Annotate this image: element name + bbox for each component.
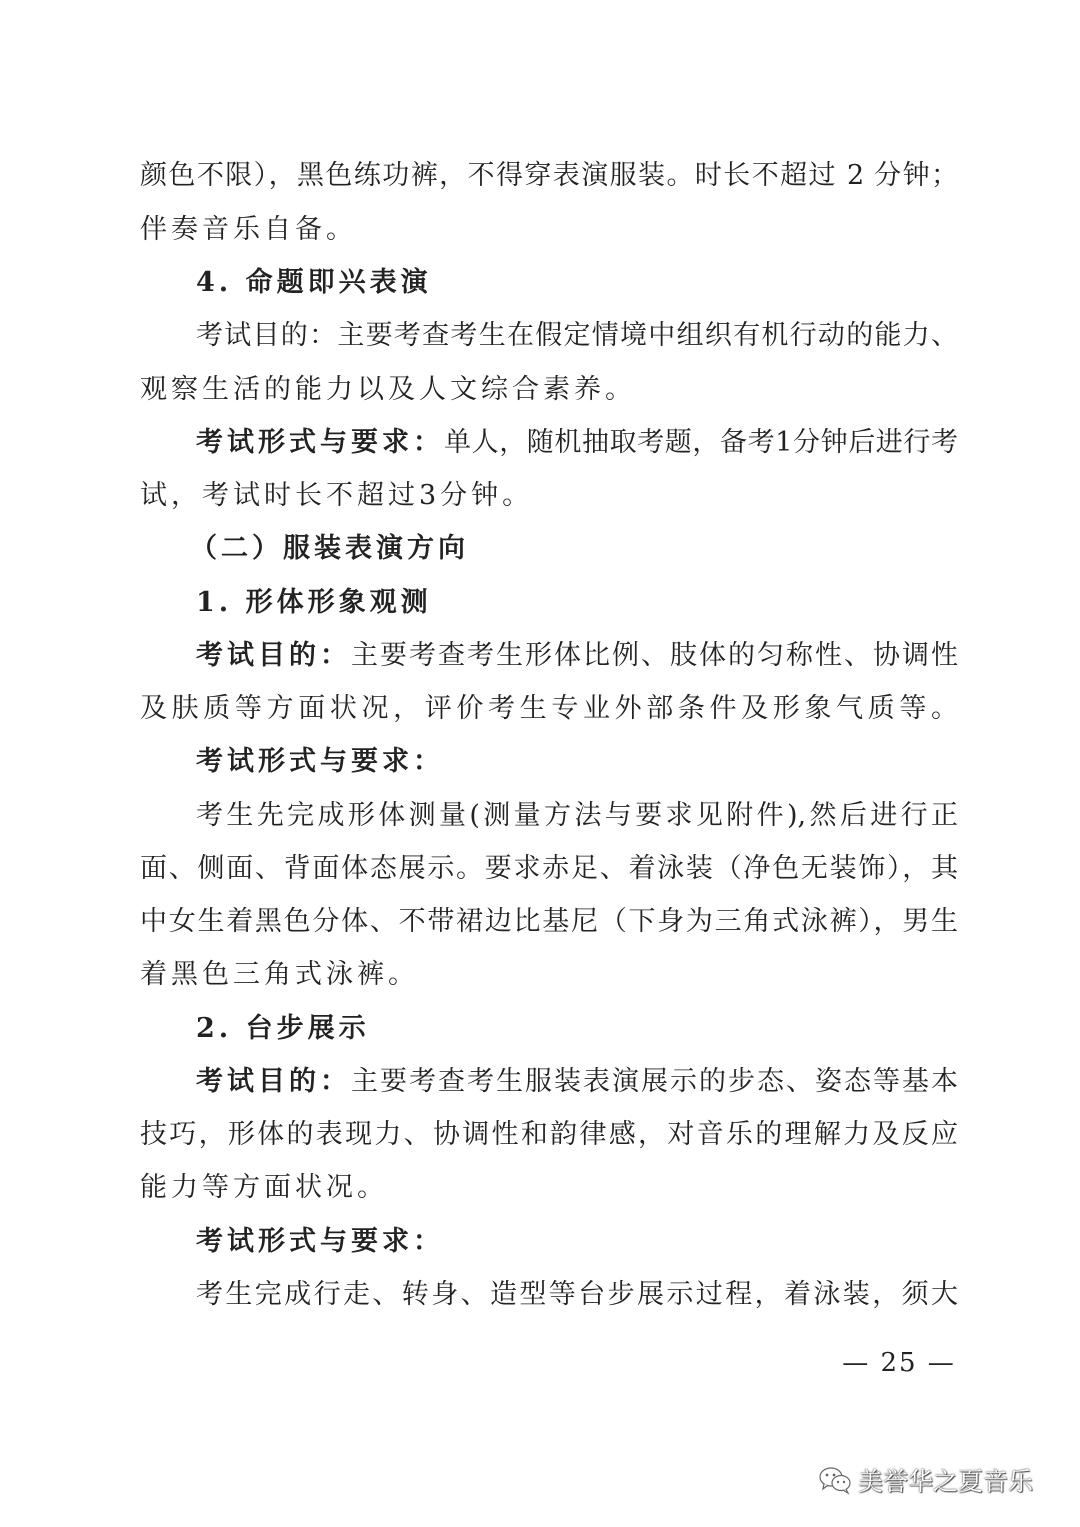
body-text: 主要考查考生形体比例、肢体的匀称性、协调性	[351, 640, 958, 671]
body-text-line	[196, 423, 958, 463]
body-text-line: 及肤质等方面状况，评价考生专业外部条件及形象气质等。	[140, 693, 958, 724]
body-text-line: 颜色不限），黑色练功裤，不得穿表演服装。时长不超过 2 分钟；	[140, 160, 958, 191]
section-heading: 1. 形体形象观测	[196, 587, 432, 618]
bold-label: 考试形式与要求：	[196, 1226, 444, 1257]
section-heading: 2. 台步展示	[196, 1013, 370, 1044]
body-text-line: 考试目的：主要考查考生在假定情境中组织有机行动的能力、	[196, 320, 958, 351]
body-text-line: 能力等方面状况。	[140, 1172, 388, 1203]
body-text-line: 面、侧面、背面体态展示。要求赤足、着泳装（净色无装饰），其	[140, 853, 958, 884]
watermark	[818, 1460, 1033, 1500]
body-text-line: 观察生活的能力以及人文综合素养。	[140, 374, 636, 405]
bold-label: 考试目的：	[196, 1066, 351, 1097]
body-text-line: 着黑色三角式泳裤。	[140, 959, 419, 990]
body-text: 主要考查考生服装表演展示的步态、姿态等基本	[351, 1066, 958, 1097]
body-text-line	[196, 636, 958, 676]
page-number: — 25 —	[842, 1348, 956, 1378]
section-heading: 4. 命题即兴表演	[196, 267, 432, 298]
bold-label: 考试形式与要求：	[196, 746, 444, 777]
body-text-line	[196, 1062, 958, 1102]
body-text-line: 考生完成行走、转身、造型等台步展示过程，着泳装，须大	[196, 1279, 958, 1310]
body-text-line: 中女生着黑色分体、不带裙边比基尼（下身为三角式泳裤），男生	[140, 906, 958, 937]
subsection-heading: （二）服装表演方向	[190, 533, 469, 564]
bold-label: 考试形式与要求：	[196, 427, 444, 458]
body-text: 单人，随机抽取考题，备考1分钟后进行考	[444, 427, 958, 458]
body-text-line: 伴奏音乐自备。	[140, 214, 357, 245]
watermark-text: 美誉华之夏音乐	[858, 1467, 1034, 1496]
body-text-line: 考生先完成形体测量(测量方法与要求见附件),然后进行正	[196, 800, 958, 831]
body-text-line: 技巧，形体的表现力、协调性和韵律感，对音乐的理解力及反应	[140, 1119, 958, 1150]
body-text-line: 试，考试时长不超过3分钟。	[140, 480, 534, 511]
wechat-icon	[818, 1465, 852, 1495]
bold-label: 考试目的：	[196, 640, 351, 671]
